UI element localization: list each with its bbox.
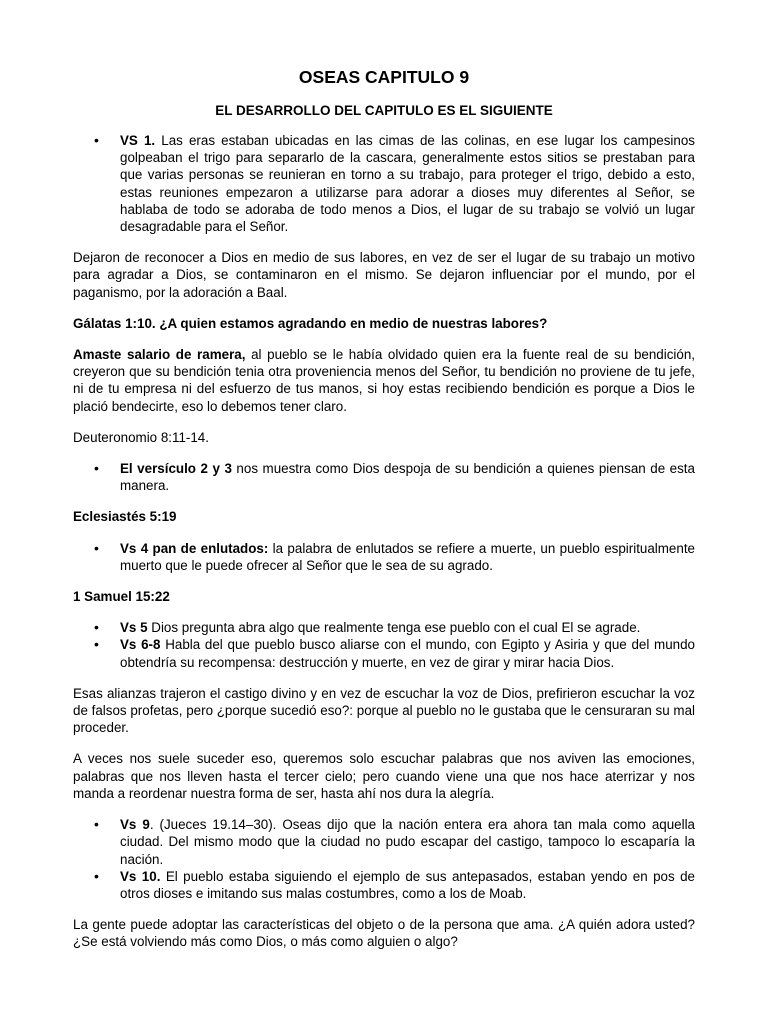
list-item-vs10 [73,868,695,902]
scripture-reference: Gálatas 1:10. ¿A quien estamos agradando en medio de nuestras labores? [73,315,548,331]
bullet-list-2 [73,460,695,494]
bullet-list-3 [73,540,695,574]
list-item-vs6-8 [73,636,695,670]
verse-label: VS 1. [120,133,156,148]
bullet-list-4 [73,619,695,671]
verse-text: Dios pregunta abra algo que realmente tenga ese pueblo con el cual El se agrade. [147,620,641,636]
bullet-list-5 [73,816,695,902]
paragraph [73,346,695,415]
verse-text: . (Jueces 19.14–30). Oseas dijo que la nación entera era ahora tan mala como aquella ciudad. Del mismo modo que la ciudad no pudo escapar del castigo, tampoco lo escaparía la nación. [120,817,696,867]
paragraph-text: al pueblo se le había olvidado quien era la fuente real de su bendición, creyeron que su bendición tenia otra proveniencia menos del Señor, tu bendición no proviene de tu jefe, ni de tu empresa ni del esfuerzo de tus manos, si hoy estas recibiendo bendición es porque a Dios le plació bendecirte, eso lo debemos tener claro. [73,347,695,414]
verse-text: El pueblo estaba siguiendo el ejemplo de sus antepasados, estaban yendo en pos de otros dioses e imitando sus malas costumbres, como a los de Moab. [120,868,695,901]
paragraph: A veces nos suele suceder eso, queremos solo escuchar palabras que nos aviven las emociones, palabras que nos lleven hasta el tercer cielo; pero cuando viene una que nos hace aterrizar y nos manda a reordenar nuestra forma de ser, hasta ahí nos dura la alegría. [73,751,695,801]
scripture-reference: 1 Samuel 15:22 [73,589,170,605]
verse-text: Habla del que pueblo busco aliarse con el mundo, con Egipto y Asiria y que del mundo obtendría su recompensa: destrucción y muerte, en vez de girar y mirar hacia Dios. [120,637,696,670]
verse-label: Vs 10. [120,868,161,884]
list-item-vs2-3 [73,460,695,494]
bullet-list-1 [73,132,695,235]
paragraph: Dejaron de reconocer a Dios en medio de sus labores, en vez de ser el lugar de su trabajo un motivo para agradar a Dios, se contaminaron en el mismo. Se dejaron influenciar por el mundo, por el paganismo, por la adoración a Baal. [73,250,695,300]
page-title: OSEAS CAPITULO 9 [298,67,470,87]
verse-label: Vs 5 [120,620,148,636]
list-item-vs1 [73,132,695,235]
verse-label: Vs 6-8 [120,637,161,653]
scripture-reference: Eclesiastés 5:19 [73,509,177,525]
verse-label: Vs 9 [120,817,150,833]
verse-text: Las eras estaban ubicadas en las cimas de las colinas, en ese lugar los campesinos golpeaban el trigo para separarlo de la cascara, generalmente estos sitios se prestaban para que varias personas se reunieran en torno a su trabajo, para proteger el trigo, debido a esto, estas reuniones empezaron a utilizarse para adorar a dioses muy diferentes al Señor, se hablaba de todo se adoraba de todo menos a Dios, el lugar de su trabajo se volvió un lugar desagradable para el Señor. [120,133,695,235]
list-item-vs4 [73,540,695,574]
list-item-vs9 [73,816,695,868]
verse-label: Vs 4 pan de enlutados: [120,540,269,556]
verse-text: la palabra de enlutados se refiere a muerte, un pueblo espiritualmente muerto que le puede ofrecer al Señor que le sea de su agrado. [120,540,695,573]
paragraph: Esas alianzas trajeron el castigo divino y en vez de escuchar la voz de Dios, prefirieron escuchar la voz de falsos profetas, pero ¿porque sucedió eso?: porque al pueblo no le gustaba que le censuraran su mal proceder. [73,685,695,736]
verse-label: El versículo 2 y 3 [120,461,232,477]
verse-text: nos muestra como Dios despoja de su bendición a quienes piensan de esta manera. [120,461,695,494]
scripture-reference: Deuteronomio 8:11-14. [73,429,209,445]
list-item-vs5 [73,619,695,636]
page-subtitle: EL DESARROLLO DEL CAPITULO ES EL SIGUIENTE [215,103,553,118]
paragraph-lead: Amaste salario de ramera, [73,347,246,363]
paragraph: La gente puede adoptar las características del objeto o de la persona que ama. ¿A quién adora usted? ¿Se está volviendo más como Dios, o más como alguien o algo? [73,917,695,950]
